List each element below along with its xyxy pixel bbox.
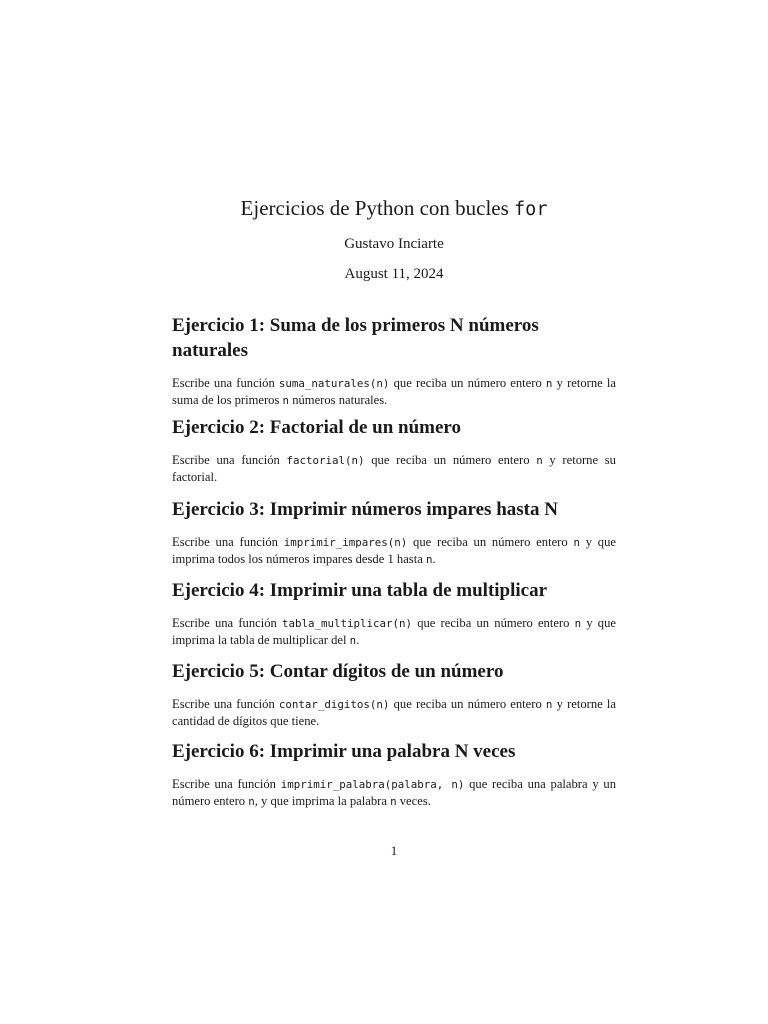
text-run: y que imprima todos los números impares desde 1 hasta <box>172 535 616 566</box>
exercise-description <box>172 615 616 649</box>
code-inline: n <box>536 454 543 467</box>
code-inline: n <box>573 536 580 549</box>
exercise-2 <box>172 415 616 486</box>
text-run: Escribe una función <box>172 453 287 467</box>
text-run: . <box>432 552 436 566</box>
exercise-description <box>172 534 616 568</box>
text-run: Escribe una función <box>172 535 284 549</box>
exercise-description <box>172 696 616 730</box>
code-inline: n <box>349 634 357 647</box>
exercise-3 <box>172 497 616 568</box>
text-run: que reciba un número entero <box>412 616 575 630</box>
text-run: números naturales. <box>289 393 388 407</box>
exercise-heading: Ejercicio 4: Imprimir una tabla de multiplicar <box>172 580 548 601</box>
exercise-heading: Ejercicio 5: Contar dígitos de un número <box>172 661 504 682</box>
text-run: Escribe una función <box>172 697 279 711</box>
code-inline: n <box>545 698 553 711</box>
code-inline: n <box>545 377 553 390</box>
code-inline: imprimir_impares(n) <box>283 536 408 549</box>
text-run: que reciba un número entero <box>389 376 546 390</box>
document-title <box>172 193 616 225</box>
code-inline: n <box>282 394 290 407</box>
text-run: que reciba un número entero <box>407 535 574 549</box>
exercise-heading: Ejercicio 6: Imprimir una palabra N veces <box>172 741 516 762</box>
text-run: Escribe una función <box>172 777 281 791</box>
exercise-6 <box>172 739 616 810</box>
code-inline: n <box>425 553 433 566</box>
code-inline: suma_naturales(n) <box>278 377 390 390</box>
code-inline: n <box>390 795 397 808</box>
exercise-4 <box>172 578 616 649</box>
exercise-description <box>172 452 616 486</box>
exercise-heading: Ejercicio 3: Imprimir números impares hasta N <box>172 499 558 520</box>
document-date: August 11, 2024 <box>344 266 444 282</box>
text-run: veces. <box>396 794 431 808</box>
title-code: for <box>514 199 548 220</box>
code-inline: imprimir_palabra(palabra, n) <box>280 778 465 791</box>
text-run: , y que imprima la palabra <box>254 794 391 808</box>
text-run: . <box>356 633 360 647</box>
page-number: 1 <box>390 843 398 858</box>
text-run: que reciba un número entero <box>364 453 537 467</box>
paper-page <box>172 0 616 1024</box>
author-name: Gustavo Inciarte <box>344 236 444 252</box>
text-run: y que imprima la tabla de multiplicar del <box>172 616 616 647</box>
code-inline: factorial(n) <box>286 454 365 467</box>
code-inline: n <box>574 617 582 630</box>
exercise-1 <box>172 313 616 409</box>
title-text: Ejercicios de Python con bucles <box>240 196 509 220</box>
text-run: y retorne la suma de los primeros <box>172 376 616 407</box>
text-run: que reciba un número entero <box>389 697 546 711</box>
exercise-5 <box>172 659 616 730</box>
code-inline: contar_digitos(n) <box>278 698 390 711</box>
code-inline: tabla_multiplicar(n) <box>281 617 412 630</box>
text-run: y retorne su factorial. <box>172 453 616 484</box>
exercise-description <box>172 776 616 810</box>
text-run: y retorne la cantidad de dígitos que tiene. <box>172 697 616 728</box>
code-inline: n <box>248 795 255 808</box>
exercise-description <box>172 375 616 409</box>
exercise-heading: Ejercicio 2: Factorial de un número <box>172 417 461 438</box>
text-run: Escribe una función <box>172 376 279 390</box>
exercise-heading: Ejercicio 1: Suma de los primeros N números naturales <box>172 315 539 361</box>
text-run: que reciba una palabra y un número entero <box>172 777 616 808</box>
text-run: Escribe una función <box>172 616 282 630</box>
